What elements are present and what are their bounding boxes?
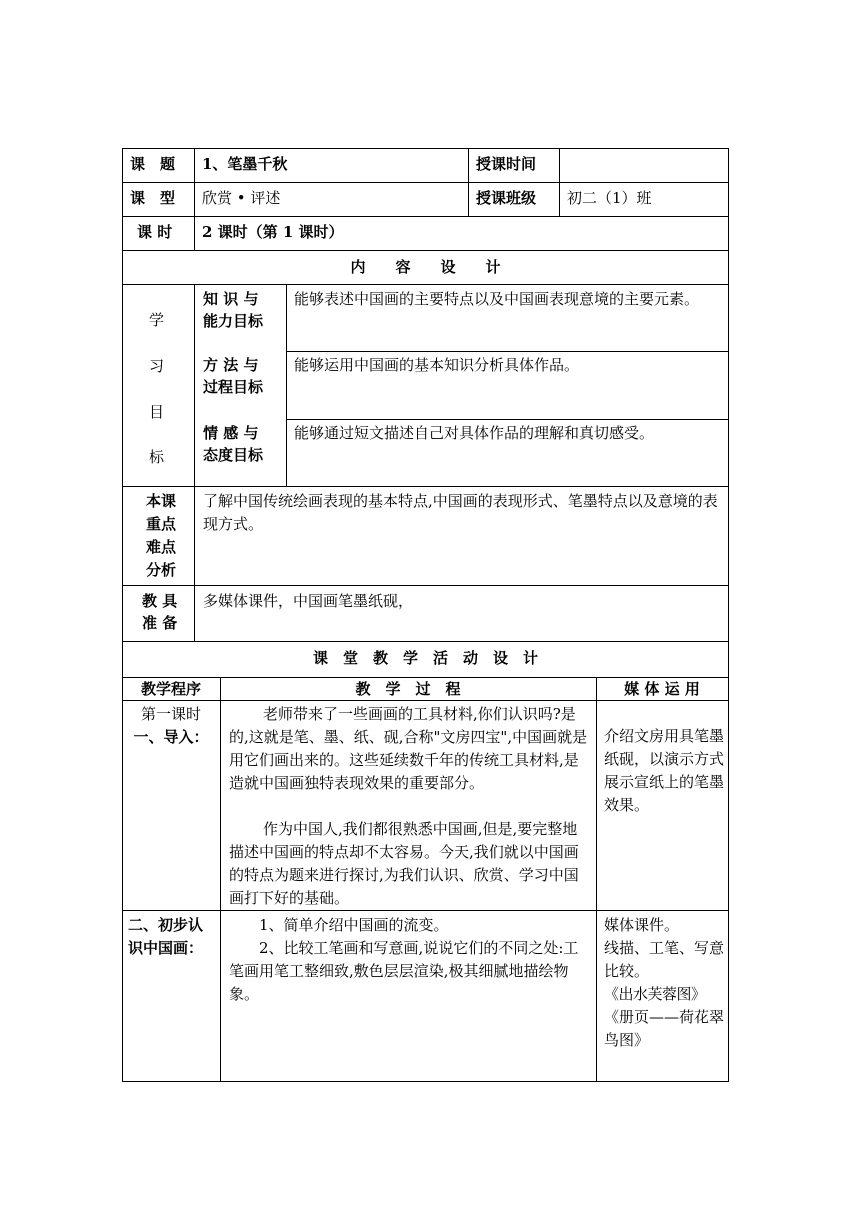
table-rule — [194, 148, 195, 250]
goal-row-label: 能力目标 — [203, 312, 264, 330]
table-rule — [122, 182, 729, 183]
table-rule — [122, 1081, 729, 1082]
column-header-process: 教 学 过 程 — [355, 680, 461, 698]
table-rule — [122, 700, 729, 701]
hours-label: 课 时 — [137, 223, 173, 241]
goals-side-label: 学 — [149, 311, 165, 329]
goal-row-label: 情 感 与 — [203, 424, 259, 442]
goal-row-label: 知 识 与 — [203, 290, 259, 308]
step-media: 《册页——荷花翠鸟图》 — [604, 1008, 725, 1049]
topic-label: 课 题 — [130, 155, 176, 173]
type-label: 课 型 — [130, 189, 176, 207]
goal-row-label: 方 法 与 — [203, 356, 259, 374]
column-header-media: 媒 体 运 用 — [624, 680, 700, 698]
step-paragraph: 2、比较工笔画和写意画,说说它们的不同之处:工笔画用笔工整细致,敷色层层渲染,极其细腻地描绘物象。 — [229, 939, 579, 1003]
table-rule — [286, 419, 729, 420]
table-rule — [122, 486, 729, 487]
step-procedure: 第一课时 — [140, 705, 201, 723]
step-paragraph: 老师带来了一些画画的工具材料,你们认识吗?是的,这就是笔、墨、纸、砚,合称"文房四宝",中国画就是用它们画出来的。这些延续数千年的传统工具材料,是造就中国画独特表现效果的重要部分。 — [229, 705, 588, 792]
goals-side-label: 标 — [149, 448, 165, 466]
table-rule — [122, 148, 123, 1082]
key-points-label: 难点 — [146, 538, 177, 556]
type-value: 欣赏 • 评述 — [202, 189, 281, 207]
topic-value: 1、笔墨千秋 — [202, 155, 288, 173]
table-rule — [596, 677, 597, 1082]
table-rule — [122, 250, 729, 251]
step-procedure: 二、初步认 — [128, 916, 204, 934]
column-header-procedure: 教学程序 — [140, 680, 201, 698]
goal-row-label: 过程目标 — [203, 378, 264, 396]
table-rule — [468, 148, 469, 216]
time-label: 授课时间 — [476, 155, 537, 173]
goal-row-text: 能够表述中国画的主要特点以及中国画表现意境的主要元素。 — [294, 290, 700, 308]
step-procedure: 识中国画： — [128, 939, 204, 957]
step-paragraph: 作为中国人,我们都很熟悉中国画,但是,要完整地描述中国画的特点却不太容易。今天,我们就以中国画的特点为题来进行探讨,为我们认识、欣赏、学习中国画打下好的基础。 — [229, 820, 579, 907]
table-rule — [122, 641, 729, 642]
table-rule — [122, 148, 729, 149]
tools-label: 准 备 — [142, 614, 178, 632]
table-rule — [728, 148, 729, 1082]
table-rule — [194, 284, 195, 486]
key-points-label: 重点 — [146, 515, 177, 533]
table-rule — [122, 585, 729, 586]
key-points-text: 了解中国传统绘画表现的基本特点,中国画的表现形式、笔墨特点以及意境的表现方式。 — [203, 492, 718, 533]
step-media: 《出水芙蓉图》 — [604, 985, 706, 1003]
table-rule — [559, 148, 560, 216]
goals-side-label: 目 — [149, 403, 165, 421]
goal-row-text: 能够运用中国画的基本知识分析具体作品。 — [294, 356, 580, 374]
step-media: 介绍文房用具笔墨纸砚，以演示方式展示宣纸上的笔墨效果。 — [604, 727, 725, 814]
tools-label: 教 具 — [142, 592, 178, 610]
hours-value: 2 课时（第 1 课时） — [202, 223, 344, 241]
table-rule — [220, 677, 221, 1082]
content-design-title: 内 容 设 计 — [350, 258, 501, 276]
goals-side-label: 习 — [149, 357, 165, 375]
class-value: 初二（1）班 — [567, 189, 652, 207]
key-points-label: 本课 — [146, 492, 177, 510]
tools-text: 多媒体课件，中国画笔墨纸砚， — [203, 592, 414, 610]
step-media: 线描、工笔、写意比较。 — [604, 939, 725, 980]
goal-row-label: 态度目标 — [203, 446, 264, 464]
step-media: 媒体课件。 — [604, 916, 680, 934]
activity-title: 课 堂 教 学 活 动 设 计 — [312, 649, 538, 667]
table-rule — [286, 284, 287, 486]
table-rule — [194, 486, 195, 641]
goal-row-text: 能够通过短文描述自己对具体作品的理解和真切感受。 — [294, 424, 655, 442]
table-rule — [122, 910, 729, 911]
key-points-label: 分析 — [146, 561, 177, 579]
table-rule — [286, 351, 729, 352]
step-procedure: 一、导入： — [133, 728, 209, 746]
step-paragraph: 1、简单介绍中国画的流变。 — [259, 916, 449, 934]
table-rule — [122, 284, 729, 285]
table-rule — [122, 216, 729, 217]
class-label: 授课班级 — [476, 189, 537, 207]
